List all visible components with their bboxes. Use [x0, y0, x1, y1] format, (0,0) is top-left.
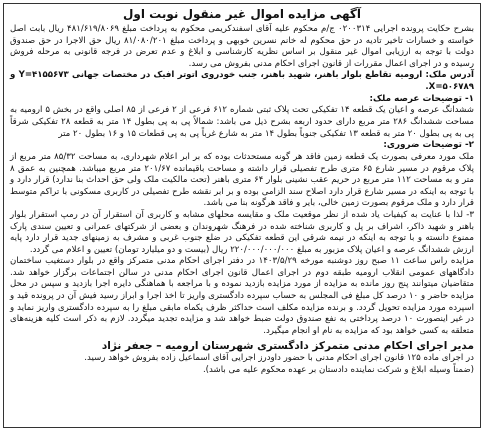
property-address: آدرس ملک: ارومیه تقاطع بلوار باهنر، شهید باهنر، جنب خودروی اتوتر افیک در مختصات جهانی ۴۱۵۵۶۷۳=Y و ۵۰۶۷۸۹=X.: [10, 70, 474, 92]
section-1-title: ۱- توضیحات عرصه ملک:: [369, 93, 474, 104]
section-2-text: ملک مورد معرفی بصورت یک قطعه زمین فاقد هر گونه مستحدثات بوده که بر ابر اعلام شهرداری، به مساحت ۸۵/۳۲ متر مربع از پلاک مرقوم در مسیر شارع ۶۵ متری طرح تفصیلی قرار داشته و مساحت باقیمانده ۲۰۱/۶۷ متر مربع میباشد. همچنین به عمق ۸ متر و به مساحت ۱۱۲ متر مربع در حریم عقب نشینی بلوار ۶۴ متری باهنر (تحت مالکیت ملک ولی حق احداث بنا ندارد) قرار دارد و با توجه به اینکه در مسیر شارع قرار دارد اصلاح سند الزامی بوده و بر ابر نقشه طرح تفصیلی در کاربری مسکونی با تراکم متوسط قرار دارد و ملک مرقوم بصورت زمین خالی، بایر و فاقد هرگونه بنا می باشد.: [10, 151, 475, 209]
section-1-text: ششدانگ عرصه و اعیان یک قطعه ۱۴ تفکیکی تحت پلاک ثبتی شماره ۶۱۲ فرعی از ۲ فرعی از ۸۵ اصلی واقع در بخش ۵ ارومیه به مساحت ششدانگ ۲۸۶ متر مربع دارای حدود اربعه بشرح ذیل می باشد: شمالاً پی به پی بطول ۱۴ متر به قطعه ۲۸ تفکیکی شرقاً پی به پی بطول ۲۰ متر به قطعه ۱۳ تفکیکی جنوباً بطول ۱۴ متر به شارع غرباً پی به پی قطعات ۱۵ و ۱۶ بطول ۲۰ متر: [10, 105, 475, 139]
intro-paragraph: بشرح حکایت پرونده اجرایی ۰۲۰۰۳۱۴ ج/م محکوم علیه آقای اسفندکریمی محکوم به پرداخت مبلغ ۴۸۱/۶۱۹/۸۰۶۹ ریال بابت اصل خواسته و خسارات تاخیر تادیه در حق محکوم له خانم نسرین خوبهی و پرداخت مبلغ ۸۱/۰۸۰/۲۰۱ ریال حق الاجرا در حق صندوق دولت با توجه به ارزیابی اموال غیر منقول بر اساس نظریه کارشناسی و ابلاغ و عدم تعرض در فرجه قانونی به مرحله فروش رسیده و در اجرای اعمال مقررات از قانون اجرای احکام مدنی بفروش می رسد.: [10, 24, 474, 69]
closing-note: (ضمناً وسیله ابلاغ و شرکت نماینده دادستان بر عهده محکوم علیه می باشد).: [202, 365, 474, 376]
closing-text: در اجرای ماده ۱۲۵ قانون اجرای احکام مدنی با حضور داودرز اجرایی آقای اسماعیل زاده بفروش خواهد رسید.: [84, 353, 474, 364]
notice-title: آگهی مزایده اموال غیر منقول نوبت اول: [122, 7, 362, 21]
signature-title: مدیر اجرای احکام مدنی متمرکز دادگستری شهرستان ارومیه – جعفر نژاد: [101, 340, 474, 353]
section-2-title: ۲- توضیحات ضروری:: [383, 140, 474, 151]
auction-details: مزایده راس ساعت ۱۱ صبح روز دوشنبه مورخه ۱۴۰۳/۵/۲۹ در دفتر اجرای احکام مدنی متمرکز واقع در بلوار دستغیب ساختمان دادگاههای عمومی انقلاب ارومیه طبقه دوم در اجرای اعمال قانون اجرای احکام مدنی در سالن اجتماعات برگزار خواهد شد. متقاضیان میتوانند پنج روز مانده به مزایده از مورد مزایده بازدید نموده و با مراجعه با هماهنگی دایره اجرا بازدید و سپس در محل مزایده حاضر و ۱۰ درصد کل مبلغ فی المجلس به حساب سپرده دادگستری واریز تا اخذ اجرا و ابراز رسید فیش آن در پرونده قید و اسپرده مورد مزایده تحویل گردد. و برنده مزایده مکلف است حداکثر ظرف یکماه مابقی مبلغ را به سپرده دادگستری واریز نماید و در غیر اینصورت ۱۰ درصد پرداختی به نفع صندوق دولت ضبط خواهد شد و مزایده تجدید میگردد. لازم به ذکر است کلیه هزینه‌های متعلقه به کسی خواهد بود که مزایده به نام او انجام میگیرد.: [10, 256, 475, 336]
section-3-text: ۳- لذا با عنایت به کیفیات یاد شده از نظر موقعیت ملک و مقایسه محلهای مشابه و کاربری آن استقرار آن در رمپ استقرار بلوار باهنر و شهید ذاکر، اشراف بر پل و کاربری شناخته شده در فرهنگ شهروندان و بعضی از شرکتهای عمرانی و تعیین سندی پارک ممنوع دانسته و با توجه به اینکه در نیمه شرقی این قطعه تفکیکی در ضلع جنوب غربی و مشرف به زمینهای جدید قرار دارد پایه ارزش ششدانگ عرصه و اعیان پلاک مزبور به مبلغ ۲۲۰/۰۰۰/۰۰۰/۰۰۰ ریال (بیست و دو میلیارد تومان) تعیین و اعلام می گردد.: [10, 209, 474, 255]
auction-notice: [3, 3, 481, 428]
